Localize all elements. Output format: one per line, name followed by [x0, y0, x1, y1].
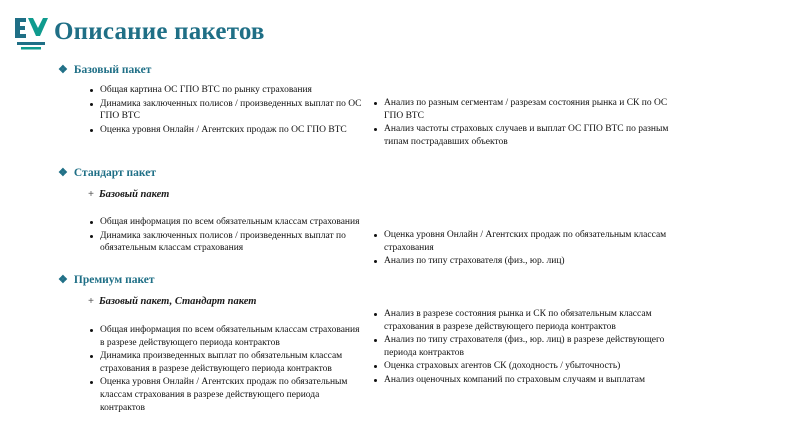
- premium-includes-label: Базовый пакет, Стандарт пакет: [98, 296, 257, 307]
- page-title: Описание пакетов: [54, 18, 265, 45]
- list-item: Анализ по типу страхователя (физ., юр. лиц): [372, 255, 672, 268]
- list-item: Оценка уровня Онлайн / Агентских продаж по обязательным классам страхования: [372, 229, 672, 254]
- premium-right-list: [372, 308, 672, 388]
- standard-includes-label: Базовый пакет: [98, 189, 170, 200]
- list-item: Анализ частоты страховых случаев и выплат ОС ГПО ВТС по разным типам пострадавших объектов: [372, 123, 672, 148]
- standard-left-list: [88, 216, 363, 256]
- list-item: Динамика заключенных полисов / произведенных выплат по обязательным классам страхования: [88, 230, 363, 255]
- list-item: Оценка страховых агентов СК (доходность / убыточность): [372, 360, 672, 373]
- section-heading-premium: [58, 273, 155, 286]
- list-item: Динамика произведенных выплат по обязательным классам страхования в разрезе действующего периода контрактов: [88, 350, 363, 375]
- section-heading-standard-label: Стандарт пакет: [73, 167, 156, 179]
- list-item: Оценка уровня Онлайн / Агентских продаж по обязательным классам страхования в разрезе действующего периода контрактов: [88, 376, 363, 414]
- list-item: Оценка уровня Онлайн / Агентских продаж по ОС ГПО ВТС: [88, 124, 363, 137]
- list-item: Общая информация по всем обязательным классам страхования: [88, 216, 363, 229]
- section-heading-basic-label: Базовый пакет: [73, 64, 152, 76]
- plus-sign-icon: +: [88, 189, 94, 200]
- company-logo-icon: [12, 14, 50, 52]
- basic-left-list: [88, 84, 363, 137]
- premium-left-list: [88, 324, 363, 415]
- standard-right-list: [372, 229, 672, 269]
- list-item: Анализ по разным сегментам / разрезам состояния рынка и СК по ОС ГПО ВТС: [372, 97, 672, 122]
- plus-sign-icon: +: [88, 296, 94, 307]
- slide-header: [0, 0, 800, 62]
- section-heading-premium-label: Премиум пакет: [73, 274, 155, 286]
- list-item: Анализ по типу страхователя (физ., юр. лиц) в разрезе действующего периода контрактов: [372, 334, 672, 359]
- diamond-bullet-icon: ❖: [58, 167, 68, 179]
- list-item: Общая информация по всем обязательным классам страхования в разрезе действующего периода контрактов: [88, 324, 363, 349]
- section-heading-standard: [58, 166, 156, 179]
- list-item: Анализ в разрезе состояния рынка и СК по обязательным классам страхования в разрезе действующего периода контрактов: [372, 308, 672, 333]
- standard-includes-note: [88, 189, 169, 200]
- diamond-bullet-icon: ❖: [58, 64, 68, 76]
- section-heading-basic: [58, 63, 151, 76]
- premium-includes-note: [88, 296, 256, 307]
- diamond-bullet-icon: ❖: [58, 274, 68, 286]
- list-item: Динамика заключенных полисов / произведенных выплат по ОС ГПО ВТС: [88, 98, 363, 123]
- list-item: Общая картина ОС ГПО ВТС по рынку страхования: [88, 84, 363, 97]
- basic-right-list: [372, 97, 672, 149]
- list-item: Анализ оценочных компаний по страховым случаям и выплатам: [372, 374, 672, 387]
